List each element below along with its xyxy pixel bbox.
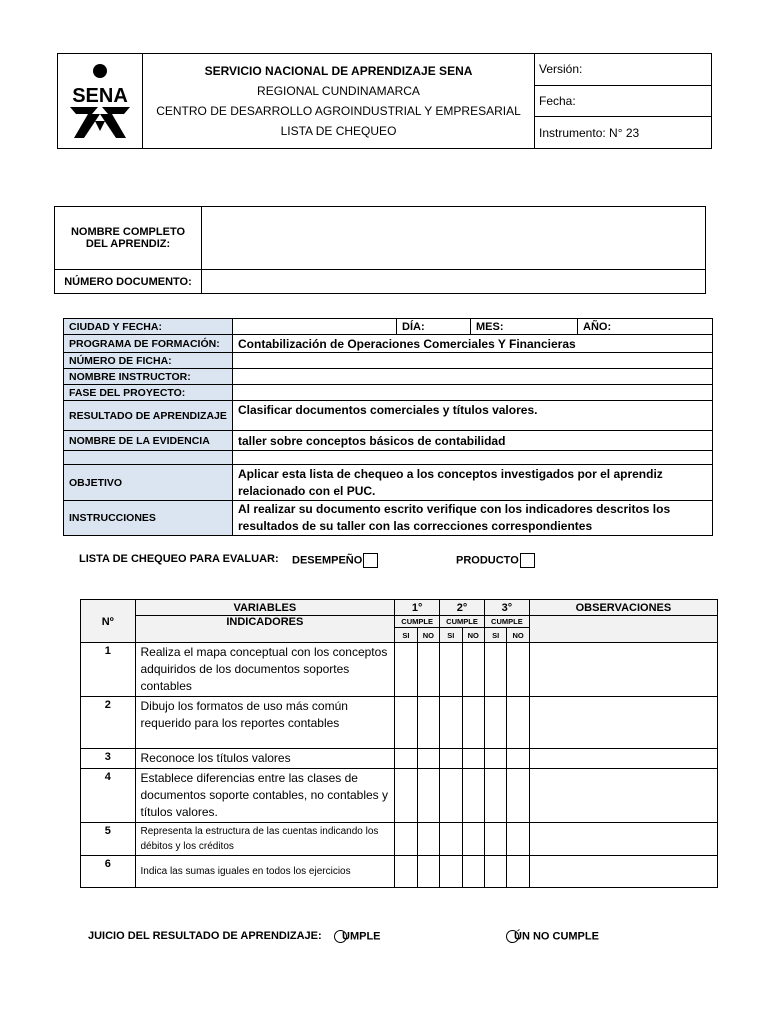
table-row: [81, 769, 718, 823]
check-cell[interactable]: [484, 769, 506, 823]
check-cell[interactable]: [484, 823, 506, 856]
check-cell[interactable]: [395, 823, 417, 856]
document-header: [57, 53, 712, 149]
check-cell[interactable]: [395, 697, 417, 749]
info-table: [63, 318, 713, 536]
evaluar-label: LISTA DE CHEQUEO PARA EVALUAR:: [79, 553, 279, 565]
observaciones-header: OBSERVACIONES: [529, 600, 717, 616]
no-1: NO: [417, 628, 439, 643]
check-cell[interactable]: [417, 697, 439, 749]
version-label: Versión:: [535, 54, 712, 86]
observation-cell[interactable]: [529, 823, 717, 856]
check-cell[interactable]: [484, 643, 506, 697]
checklist-table: [80, 599, 718, 888]
juicio-label: JUICIO DEL RESULTADO DE APRENDIZAJE:: [88, 930, 322, 942]
anio-label[interactable]: AÑO:: [578, 319, 713, 335]
mes-label[interactable]: MES:: [471, 319, 578, 335]
row-indicator: Dibujo los formatos de uso más común requerido para los reportes contables: [135, 697, 395, 749]
row-indicator: Realiza el mapa conceptual con los conceptos adquiridos de los documentos soportes contables: [135, 643, 395, 697]
evidencia-value: taller sobre conceptos básicos de contabilidad: [233, 431, 713, 451]
check-cell[interactable]: [507, 749, 529, 769]
dia-label[interactable]: DÍA:: [397, 319, 471, 335]
observation-cell[interactable]: [529, 749, 717, 769]
desempeno-label: DESEMPEÑO: [292, 554, 363, 567]
sena-logo: [58, 54, 143, 149]
check-cell[interactable]: [462, 856, 484, 888]
sena-logo-icon: [62, 61, 138, 139]
resultado-label: RESULTADO DE APRENDIZAJE: [64, 401, 233, 431]
producto-label: PRODUCTO: [456, 554, 519, 567]
check-cell[interactable]: [395, 856, 417, 888]
check-cell[interactable]: [484, 856, 506, 888]
ciudad-field[interactable]: [233, 319, 397, 335]
header-line1: SERVICIO NACIONAL DE APRENDIZAJE SENA: [204, 64, 473, 78]
check-cell[interactable]: [395, 749, 417, 769]
fase-field[interactable]: [233, 385, 713, 401]
check-cell[interactable]: [440, 823, 462, 856]
check-cell[interactable]: [507, 643, 529, 697]
round-3-header: 3°: [484, 600, 529, 616]
row-number: 1: [81, 643, 136, 697]
check-cell[interactable]: [417, 643, 439, 697]
empty-field: [233, 451, 713, 465]
check-cell[interactable]: [484, 697, 506, 749]
check-cell[interactable]: [462, 749, 484, 769]
instrucciones-value: Al realizar su documento escrito verifique con los indicadores descritos los resultados de su taller con las correcciones correspondientes: [233, 501, 713, 536]
cumple-1: CUMPLE: [395, 616, 440, 628]
producto-option[interactable]: [456, 553, 535, 568]
no-cumple-label: ÚN NO CUMPLE: [514, 930, 599, 943]
programa-value: Contabilización de Operaciones Comerciales Y Financieras: [233, 335, 713, 353]
row-indicator: Establece diferencias entre las clases de documentos soporte contables, no contables y títulos valores.: [135, 769, 395, 823]
check-cell[interactable]: [417, 823, 439, 856]
fase-label: FASE DEL PROYECTO:: [64, 385, 233, 401]
apprentice-table: [54, 206, 706, 294]
indicadores-header: INDICADORES: [135, 616, 395, 643]
no-2: NO: [462, 628, 484, 643]
observation-cell[interactable]: [529, 643, 717, 697]
table-row: [81, 856, 718, 888]
row-number: 4: [81, 769, 136, 823]
numero-documento-field[interactable]: [202, 270, 706, 294]
row-indicator: Reconoce los títulos valores: [135, 749, 395, 769]
numero-documento-label: NÚMERO DOCUMENTO:: [55, 270, 202, 294]
check-cell[interactable]: [417, 856, 439, 888]
si-1: SI: [395, 628, 417, 643]
row-indicator: Representa la estructura de las cuentas indicando los débitos y los créditos: [135, 823, 395, 856]
table-row: [81, 697, 718, 749]
ficha-field[interactable]: [233, 353, 713, 369]
programa-label: PROGRAMA DE FORMACIÓN:: [64, 335, 233, 353]
no-3: NO: [507, 628, 529, 643]
row-number: 3: [81, 749, 136, 769]
table-row: [81, 643, 718, 697]
row-number: 6: [81, 856, 136, 888]
instrumento-label: Instrumento: N° 23: [535, 117, 712, 149]
observation-cell[interactable]: [529, 697, 717, 749]
evidencia-label: NOMBRE DE LA EVIDENCIA: [64, 431, 233, 451]
cumple-3: CUMPLE: [484, 616, 529, 628]
variables-header: VARIABLES: [135, 600, 395, 616]
table-row: [81, 823, 718, 856]
ciudad-label: CIUDAD Y FECHA:: [64, 319, 233, 335]
cumple-2: CUMPLE: [440, 616, 485, 628]
check-cell[interactable]: [440, 697, 462, 749]
check-cell[interactable]: [417, 749, 439, 769]
producto-checkbox[interactable]: [520, 553, 535, 568]
check-cell[interactable]: [440, 643, 462, 697]
check-cell[interactable]: [395, 643, 417, 697]
observation-cell[interactable]: [529, 769, 717, 823]
cumple-label: UMPLE: [342, 930, 381, 943]
desempeno-option[interactable]: [292, 553, 378, 568]
num-header: Nº: [81, 600, 136, 643]
check-cell[interactable]: [440, 749, 462, 769]
nombre-aprendiz-field[interactable]: [202, 207, 706, 270]
desempeno-checkbox[interactable]: [363, 553, 378, 568]
check-cell[interactable]: [462, 769, 484, 823]
instructor-field[interactable]: [233, 369, 713, 385]
si-2: SI: [440, 628, 462, 643]
check-cell[interactable]: [507, 769, 529, 823]
header-titles: [143, 54, 535, 149]
empty-label: [64, 451, 233, 465]
round-2-header: 2°: [440, 600, 485, 616]
check-cell[interactable]: [417, 769, 439, 823]
no-cumple-option[interactable]: [506, 930, 599, 943]
check-cell[interactable]: [507, 856, 529, 888]
check-cell[interactable]: [462, 643, 484, 697]
instrucciones-label: INSTRUCCIONES: [64, 501, 233, 536]
check-cell[interactable]: [440, 856, 462, 888]
check-cell[interactable]: [440, 769, 462, 823]
svg-text:SENA: SENA: [72, 84, 128, 107]
row-number: 2: [81, 697, 136, 749]
objetivo-value: Aplicar esta lista de chequeo a los conceptos investigados por el aprendiz relacionado con el PUC.: [233, 465, 713, 501]
check-cell[interactable]: [507, 823, 529, 856]
check-cell[interactable]: [395, 769, 417, 823]
observaciones-sub: [529, 616, 717, 643]
table-row: [81, 749, 718, 769]
header-line2: REGIONAL CUNDINAMARCA: [257, 84, 420, 98]
observation-cell[interactable]: [529, 856, 717, 888]
row-indicator: Indica las sumas iguales en todos los ejercicios: [135, 856, 395, 888]
si-3: SI: [484, 628, 506, 643]
check-cell[interactable]: [484, 749, 506, 769]
check-cell[interactable]: [507, 697, 529, 749]
cumple-option[interactable]: [334, 930, 381, 943]
check-cell[interactable]: [462, 697, 484, 749]
ficha-label: NÚMERO DE FICHA:: [64, 353, 233, 369]
fecha-label: Fecha:: [535, 85, 712, 117]
header-line3: CENTRO DE DESARROLLO AGROINDUSTRIAL Y EMPRESARIAL: [156, 104, 521, 118]
nombre-aprendiz-label: NOMBRE COMPLETO DEL APRENDIZ:: [55, 207, 202, 270]
header-line4: LISTA DE CHEQUEO: [280, 124, 397, 138]
row-number: 5: [81, 823, 136, 856]
check-cell[interactable]: [462, 823, 484, 856]
objetivo-label: OBJETIVO: [64, 465, 233, 501]
instructor-label: NOMBRE INSTRUCTOR:: [64, 369, 233, 385]
resultado-value: Clasificar documentos comerciales y títulos valores.: [233, 401, 713, 431]
round-1-header: 1°: [395, 600, 440, 616]
